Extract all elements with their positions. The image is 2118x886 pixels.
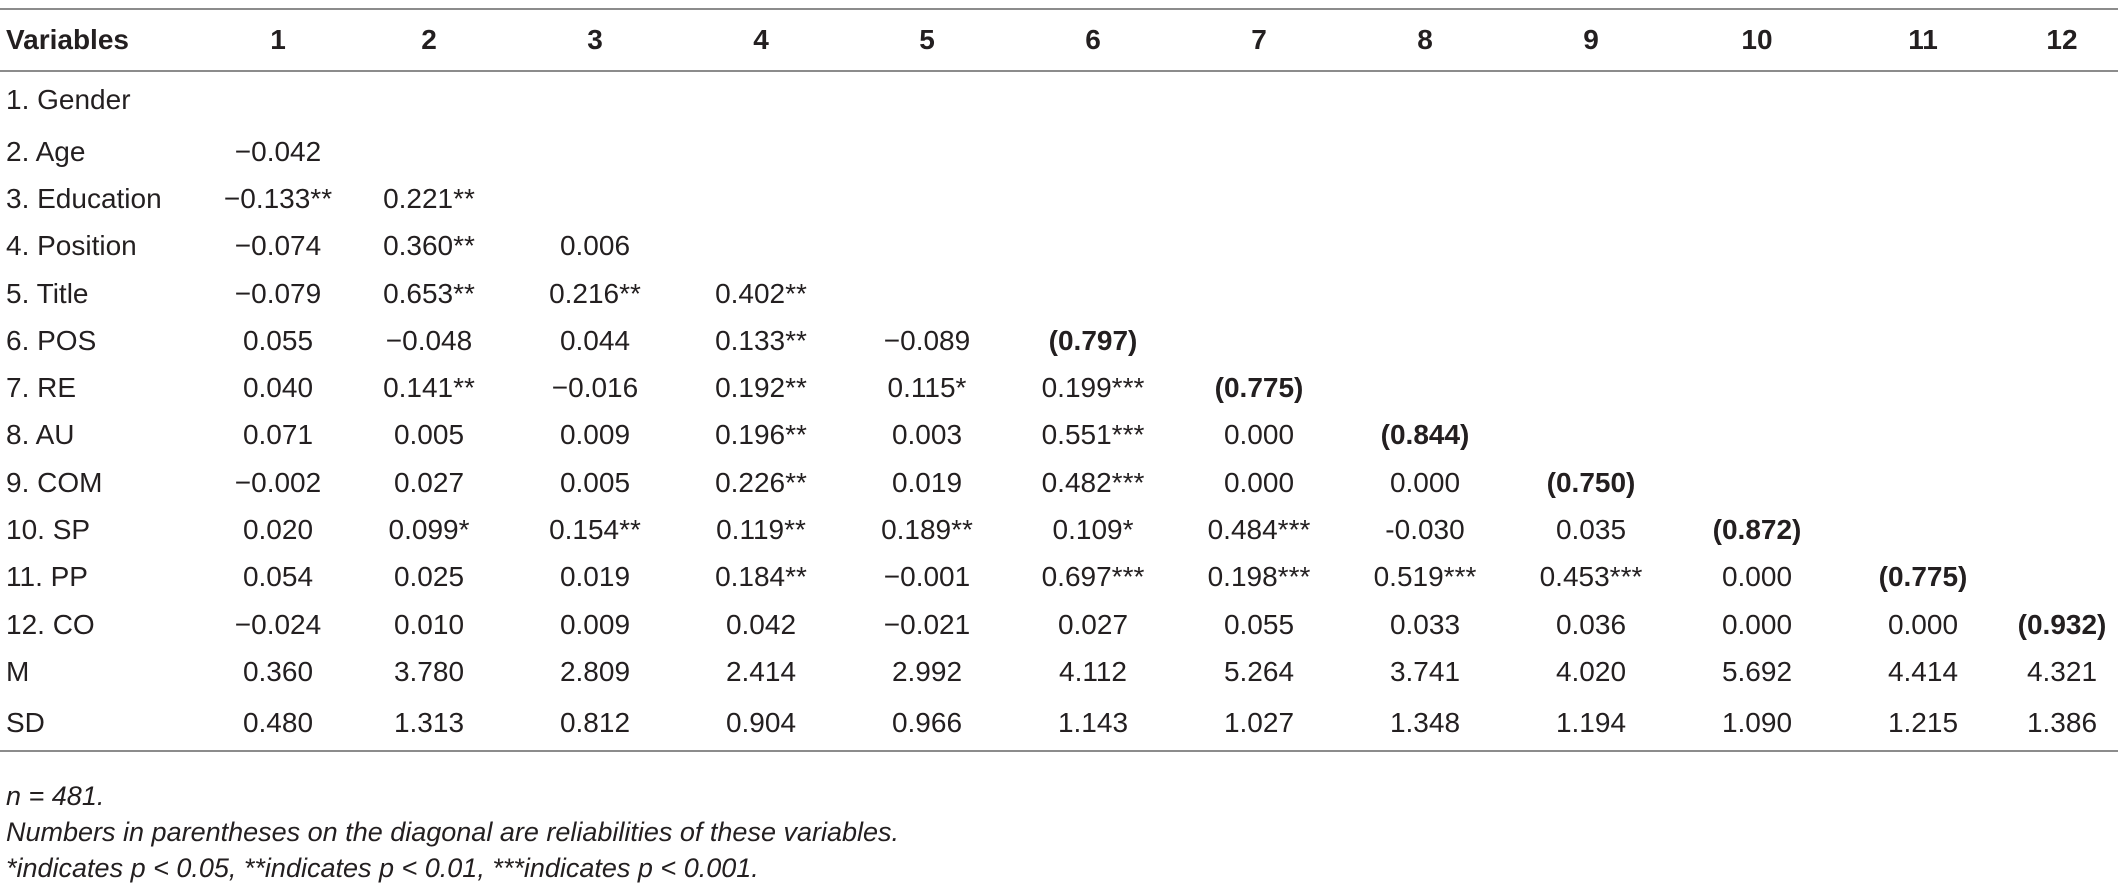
table-cell: −0.089 bbox=[883, 324, 971, 356]
reliability-cell: (0.844) bbox=[1380, 419, 1470, 451]
reliability-cell: (0.775) bbox=[1878, 561, 1968, 593]
table-cell: −0.001 bbox=[883, 561, 971, 593]
row-label: 11. PP bbox=[6, 561, 88, 593]
table-cell: −0.048 bbox=[385, 324, 473, 356]
table-cell: 2.414 bbox=[725, 655, 797, 687]
row-label: 7. RE bbox=[6, 372, 77, 404]
table-cell: 0.042 bbox=[725, 608, 797, 640]
table-cell: 5.692 bbox=[1721, 655, 1793, 687]
table-cell bbox=[1674, 71, 1840, 128]
table-cell: 0.216** bbox=[549, 277, 641, 309]
table-cell: 0.033 bbox=[1389, 608, 1461, 640]
table-cell bbox=[1176, 128, 1342, 175]
table-cell bbox=[844, 71, 1010, 128]
table-cell bbox=[1674, 175, 1840, 222]
table-cell bbox=[1674, 128, 1840, 175]
row-label: SD bbox=[6, 706, 45, 738]
table-cell bbox=[1342, 364, 1508, 411]
correlation-table bbox=[0, 8, 2118, 752]
table-row bbox=[0, 506, 2118, 553]
table-cell: 4.414 bbox=[1887, 655, 1959, 687]
table-cell: −0.133** bbox=[223, 182, 333, 214]
table-cell bbox=[844, 270, 1010, 317]
header-cell: 11 bbox=[1908, 24, 1938, 55]
table-cell bbox=[1176, 317, 1342, 364]
table-cell: 4.321 bbox=[2026, 655, 2098, 687]
header-cell: 3 bbox=[587, 24, 603, 55]
table-row bbox=[0, 554, 2118, 601]
header-cell: 4 bbox=[753, 24, 769, 55]
table-cell: 0.154** bbox=[549, 514, 641, 546]
table-cell: 0.071 bbox=[242, 419, 314, 451]
table-cell bbox=[1840, 506, 2006, 553]
row-label: 10. SP bbox=[6, 514, 91, 546]
row-label: 5. Title bbox=[6, 277, 89, 309]
table-cell: −0.016 bbox=[551, 372, 639, 404]
reliability-cell: (0.932) bbox=[2017, 608, 2107, 640]
table-cell: 0.009 bbox=[559, 419, 631, 451]
header-cell: 8 bbox=[1417, 24, 1433, 55]
table-cell: 1.348 bbox=[1389, 706, 1461, 738]
table-cell: 1.143 bbox=[1057, 706, 1129, 738]
table-cell bbox=[2006, 554, 2118, 601]
table-cell: 0.198*** bbox=[1207, 561, 1311, 593]
table-cell: 1.215 bbox=[1887, 706, 1959, 738]
table-cell bbox=[1508, 223, 1674, 270]
table-cell bbox=[1010, 128, 1176, 175]
table-cell bbox=[1176, 270, 1342, 317]
table-cell: −0.021 bbox=[883, 608, 971, 640]
header-cell: 10 bbox=[1741, 24, 1773, 55]
table-cell: 0.115* bbox=[887, 372, 967, 404]
header-cell: 7 bbox=[1251, 24, 1267, 55]
table-row bbox=[0, 128, 2118, 175]
table-cell: 0.109* bbox=[1052, 514, 1134, 546]
table-cell bbox=[2006, 71, 2118, 128]
table-row bbox=[0, 364, 2118, 411]
table-cell bbox=[1840, 364, 2006, 411]
table-cell bbox=[1176, 71, 1342, 128]
table-row bbox=[0, 223, 2118, 270]
table-cell bbox=[1674, 364, 1840, 411]
table-row bbox=[0, 270, 2118, 317]
table-cell: 0.189** bbox=[881, 514, 973, 546]
table-cell bbox=[678, 71, 844, 128]
sample-size-note: n = 481. bbox=[6, 781, 105, 811]
table-cell bbox=[1342, 175, 1508, 222]
table-cell: 0.044 bbox=[559, 324, 631, 356]
table-cell bbox=[1010, 71, 1176, 128]
table-cell: 0.055 bbox=[242, 324, 314, 356]
table-cell bbox=[210, 71, 346, 128]
table-cell bbox=[1176, 175, 1342, 222]
table-cell: −0.074 bbox=[234, 230, 322, 262]
table-cell: 0.184** bbox=[715, 561, 807, 593]
table-row bbox=[0, 696, 2118, 751]
table-cell bbox=[346, 128, 512, 175]
table-cell: 0.000 bbox=[1887, 608, 1959, 640]
row-label: 3. Education bbox=[6, 182, 162, 214]
table-cell: 0.697*** bbox=[1041, 561, 1145, 593]
row-label: 4. Position bbox=[6, 230, 137, 262]
table-cell bbox=[1342, 128, 1508, 175]
table-cell: 0.551*** bbox=[1041, 419, 1145, 451]
table-cell: 0.019 bbox=[891, 466, 963, 498]
table-cell bbox=[678, 175, 844, 222]
table-cell bbox=[678, 128, 844, 175]
table-cell bbox=[1840, 223, 2006, 270]
table-cell bbox=[1010, 223, 1176, 270]
table-cell bbox=[1508, 412, 1674, 459]
table-cell bbox=[512, 175, 678, 222]
table-cell: 0.000 bbox=[1223, 466, 1295, 498]
table-cell bbox=[1342, 317, 1508, 364]
table-cell: 0.040 bbox=[242, 372, 314, 404]
table-cell bbox=[1010, 175, 1176, 222]
table-cell: 0.036 bbox=[1555, 608, 1627, 640]
table-cell bbox=[1840, 71, 2006, 128]
table-cell: 1.027 bbox=[1223, 706, 1295, 738]
table-cell: 0.000 bbox=[1223, 419, 1295, 451]
table-cell: 0.653** bbox=[383, 277, 475, 309]
table-row bbox=[0, 459, 2118, 506]
header-cell: 1 bbox=[270, 24, 286, 55]
table-cell: 0.402** bbox=[715, 277, 807, 309]
table-cell: 0.480 bbox=[242, 706, 314, 738]
table-row bbox=[0, 175, 2118, 222]
table-row bbox=[0, 71, 2118, 128]
table-notes bbox=[6, 778, 899, 886]
table-cell: 0.199*** bbox=[1041, 372, 1145, 404]
table-row bbox=[0, 648, 2118, 695]
table-row bbox=[0, 601, 2118, 648]
reliability-cell: (0.872) bbox=[1712, 514, 1802, 546]
table-cell: 0.133** bbox=[715, 324, 807, 356]
table-cell bbox=[2006, 459, 2118, 506]
table-cell bbox=[1840, 128, 2006, 175]
table-cell: 0.055 bbox=[1223, 608, 1295, 640]
header-cell: 12 bbox=[2046, 24, 2078, 55]
table-cell bbox=[1010, 270, 1176, 317]
table-cell: -0.030 bbox=[1385, 514, 1465, 546]
table-cell bbox=[844, 175, 1010, 222]
table-cell bbox=[1840, 317, 2006, 364]
table-cell bbox=[1674, 270, 1840, 317]
table-row bbox=[0, 412, 2118, 459]
table-cell bbox=[1508, 317, 1674, 364]
table-cell: 5.264 bbox=[1223, 655, 1295, 687]
table-cell: 0.482*** bbox=[1041, 466, 1145, 498]
significance-note: *indicates p < 0.05, **indicates p < 0.01, ***indicates p < 0.001. bbox=[6, 853, 759, 883]
table-cell: 0.904 bbox=[725, 706, 797, 738]
table-cell bbox=[2006, 364, 2118, 411]
table-cell bbox=[2006, 128, 2118, 175]
row-label: 12. CO bbox=[6, 608, 95, 640]
header-cell: 5 bbox=[919, 24, 935, 55]
table-cell: 0.027 bbox=[1057, 608, 1129, 640]
table-cell bbox=[1840, 175, 2006, 222]
table-cell: 0.009 bbox=[559, 608, 631, 640]
table-cell: 0.966 bbox=[891, 706, 963, 738]
table-cell bbox=[844, 128, 1010, 175]
table-cell: 1.313 bbox=[393, 706, 465, 738]
table-cell: −0.024 bbox=[234, 608, 322, 640]
table-cell: 0.027 bbox=[393, 466, 465, 498]
table-cell: 0.453*** bbox=[1539, 561, 1643, 593]
table-cell: 0.054 bbox=[242, 561, 314, 593]
table-cell bbox=[1342, 71, 1508, 128]
table-cell: −0.079 bbox=[234, 277, 322, 309]
table-cell: 0.025 bbox=[393, 561, 465, 593]
table-cell: 2.809 bbox=[559, 655, 631, 687]
table-cell: 0.000 bbox=[1389, 466, 1461, 498]
table-cell: 0.196** bbox=[715, 419, 807, 451]
row-label: M bbox=[6, 655, 30, 687]
table-cell bbox=[2006, 317, 2118, 364]
table-cell bbox=[1674, 459, 1840, 506]
table-cell bbox=[1508, 71, 1674, 128]
table-cell: 0.119** bbox=[716, 514, 806, 546]
header-row bbox=[0, 9, 2118, 71]
table-cell bbox=[1342, 223, 1508, 270]
table-cell: 0.141** bbox=[383, 372, 475, 404]
table-cell: 0.035 bbox=[1555, 514, 1627, 546]
table-cell: 2.992 bbox=[891, 655, 963, 687]
table-cell: 0.360** bbox=[383, 230, 475, 262]
table-cell bbox=[1840, 459, 2006, 506]
table-row bbox=[0, 317, 2118, 364]
table-cell: 0.519*** bbox=[1373, 561, 1477, 593]
table-cell: 0.000 bbox=[1721, 561, 1793, 593]
table-cell: −0.002 bbox=[234, 466, 322, 498]
table-cell bbox=[2006, 270, 2118, 317]
table-cell bbox=[1674, 223, 1840, 270]
table-cell: 0.005 bbox=[393, 419, 465, 451]
table-cell: 0.006 bbox=[559, 230, 631, 262]
header-cell: 2 bbox=[421, 24, 437, 55]
table-cell bbox=[844, 223, 1010, 270]
table-cell bbox=[512, 128, 678, 175]
reliability-cell: (0.750) bbox=[1546, 466, 1636, 498]
table-cell bbox=[2006, 223, 2118, 270]
reliability-cell: (0.797) bbox=[1048, 324, 1138, 356]
table-cell bbox=[1840, 412, 2006, 459]
table-cell: 0.010 bbox=[393, 608, 465, 640]
table-cell bbox=[2006, 412, 2118, 459]
table-cell: 0.000 bbox=[1721, 608, 1793, 640]
table-cell: 4.020 bbox=[1555, 655, 1627, 687]
table-cell: 0.226** bbox=[715, 466, 807, 498]
table-cell: 0.005 bbox=[559, 466, 631, 498]
table-cell bbox=[1508, 364, 1674, 411]
table-cell bbox=[2006, 175, 2118, 222]
table-cell bbox=[512, 71, 678, 128]
table-cell bbox=[1674, 412, 1840, 459]
table-cell bbox=[1176, 223, 1342, 270]
table-cell bbox=[1508, 175, 1674, 222]
table-cell: 1.090 bbox=[1721, 706, 1793, 738]
table-cell: 0.812 bbox=[559, 706, 631, 738]
row-label: 8. AU bbox=[6, 419, 75, 451]
table-cell: −0.042 bbox=[234, 135, 322, 167]
row-label: 6. POS bbox=[6, 324, 97, 356]
table-cell bbox=[1508, 128, 1674, 175]
table-cell: 0.003 bbox=[891, 419, 963, 451]
table-cell: 0.099* bbox=[388, 514, 470, 546]
diagonal-note: Numbers in parentheses on the diagonal are reliabilities of these variables. bbox=[6, 817, 900, 847]
table-cell: 0.020 bbox=[242, 514, 314, 546]
header-cell: 9 bbox=[1583, 24, 1599, 55]
table-cell: 0.192** bbox=[715, 372, 807, 404]
table-cell bbox=[346, 71, 512, 128]
header-cell: 6 bbox=[1085, 24, 1101, 55]
table-cell: 1.386 bbox=[2026, 706, 2098, 738]
table-cell: 0.019 bbox=[559, 561, 631, 593]
table-cell bbox=[1674, 317, 1840, 364]
table-cell: 4.112 bbox=[1059, 655, 1127, 687]
reliability-cell: (0.775) bbox=[1214, 372, 1304, 404]
table-cell: 3.780 bbox=[393, 655, 465, 687]
table-cell: 3.741 bbox=[1389, 655, 1461, 687]
row-label: 9. COM bbox=[6, 466, 103, 498]
table-cell bbox=[1508, 270, 1674, 317]
table-cell: 0.360 bbox=[242, 655, 314, 687]
table-cell: 0.484*** bbox=[1207, 514, 1311, 546]
table-cell: 0.221** bbox=[383, 182, 475, 214]
table-cell: 1.194 bbox=[1555, 706, 1627, 738]
table-cell bbox=[678, 223, 844, 270]
table-cell bbox=[1840, 270, 2006, 317]
row-label: 1. Gender bbox=[6, 84, 131, 115]
header-cell: Variables bbox=[6, 24, 129, 55]
table-body bbox=[0, 71, 2118, 751]
table-cell bbox=[1342, 270, 1508, 317]
table-cell bbox=[2006, 506, 2118, 553]
row-label: 2. Age bbox=[6, 135, 86, 167]
